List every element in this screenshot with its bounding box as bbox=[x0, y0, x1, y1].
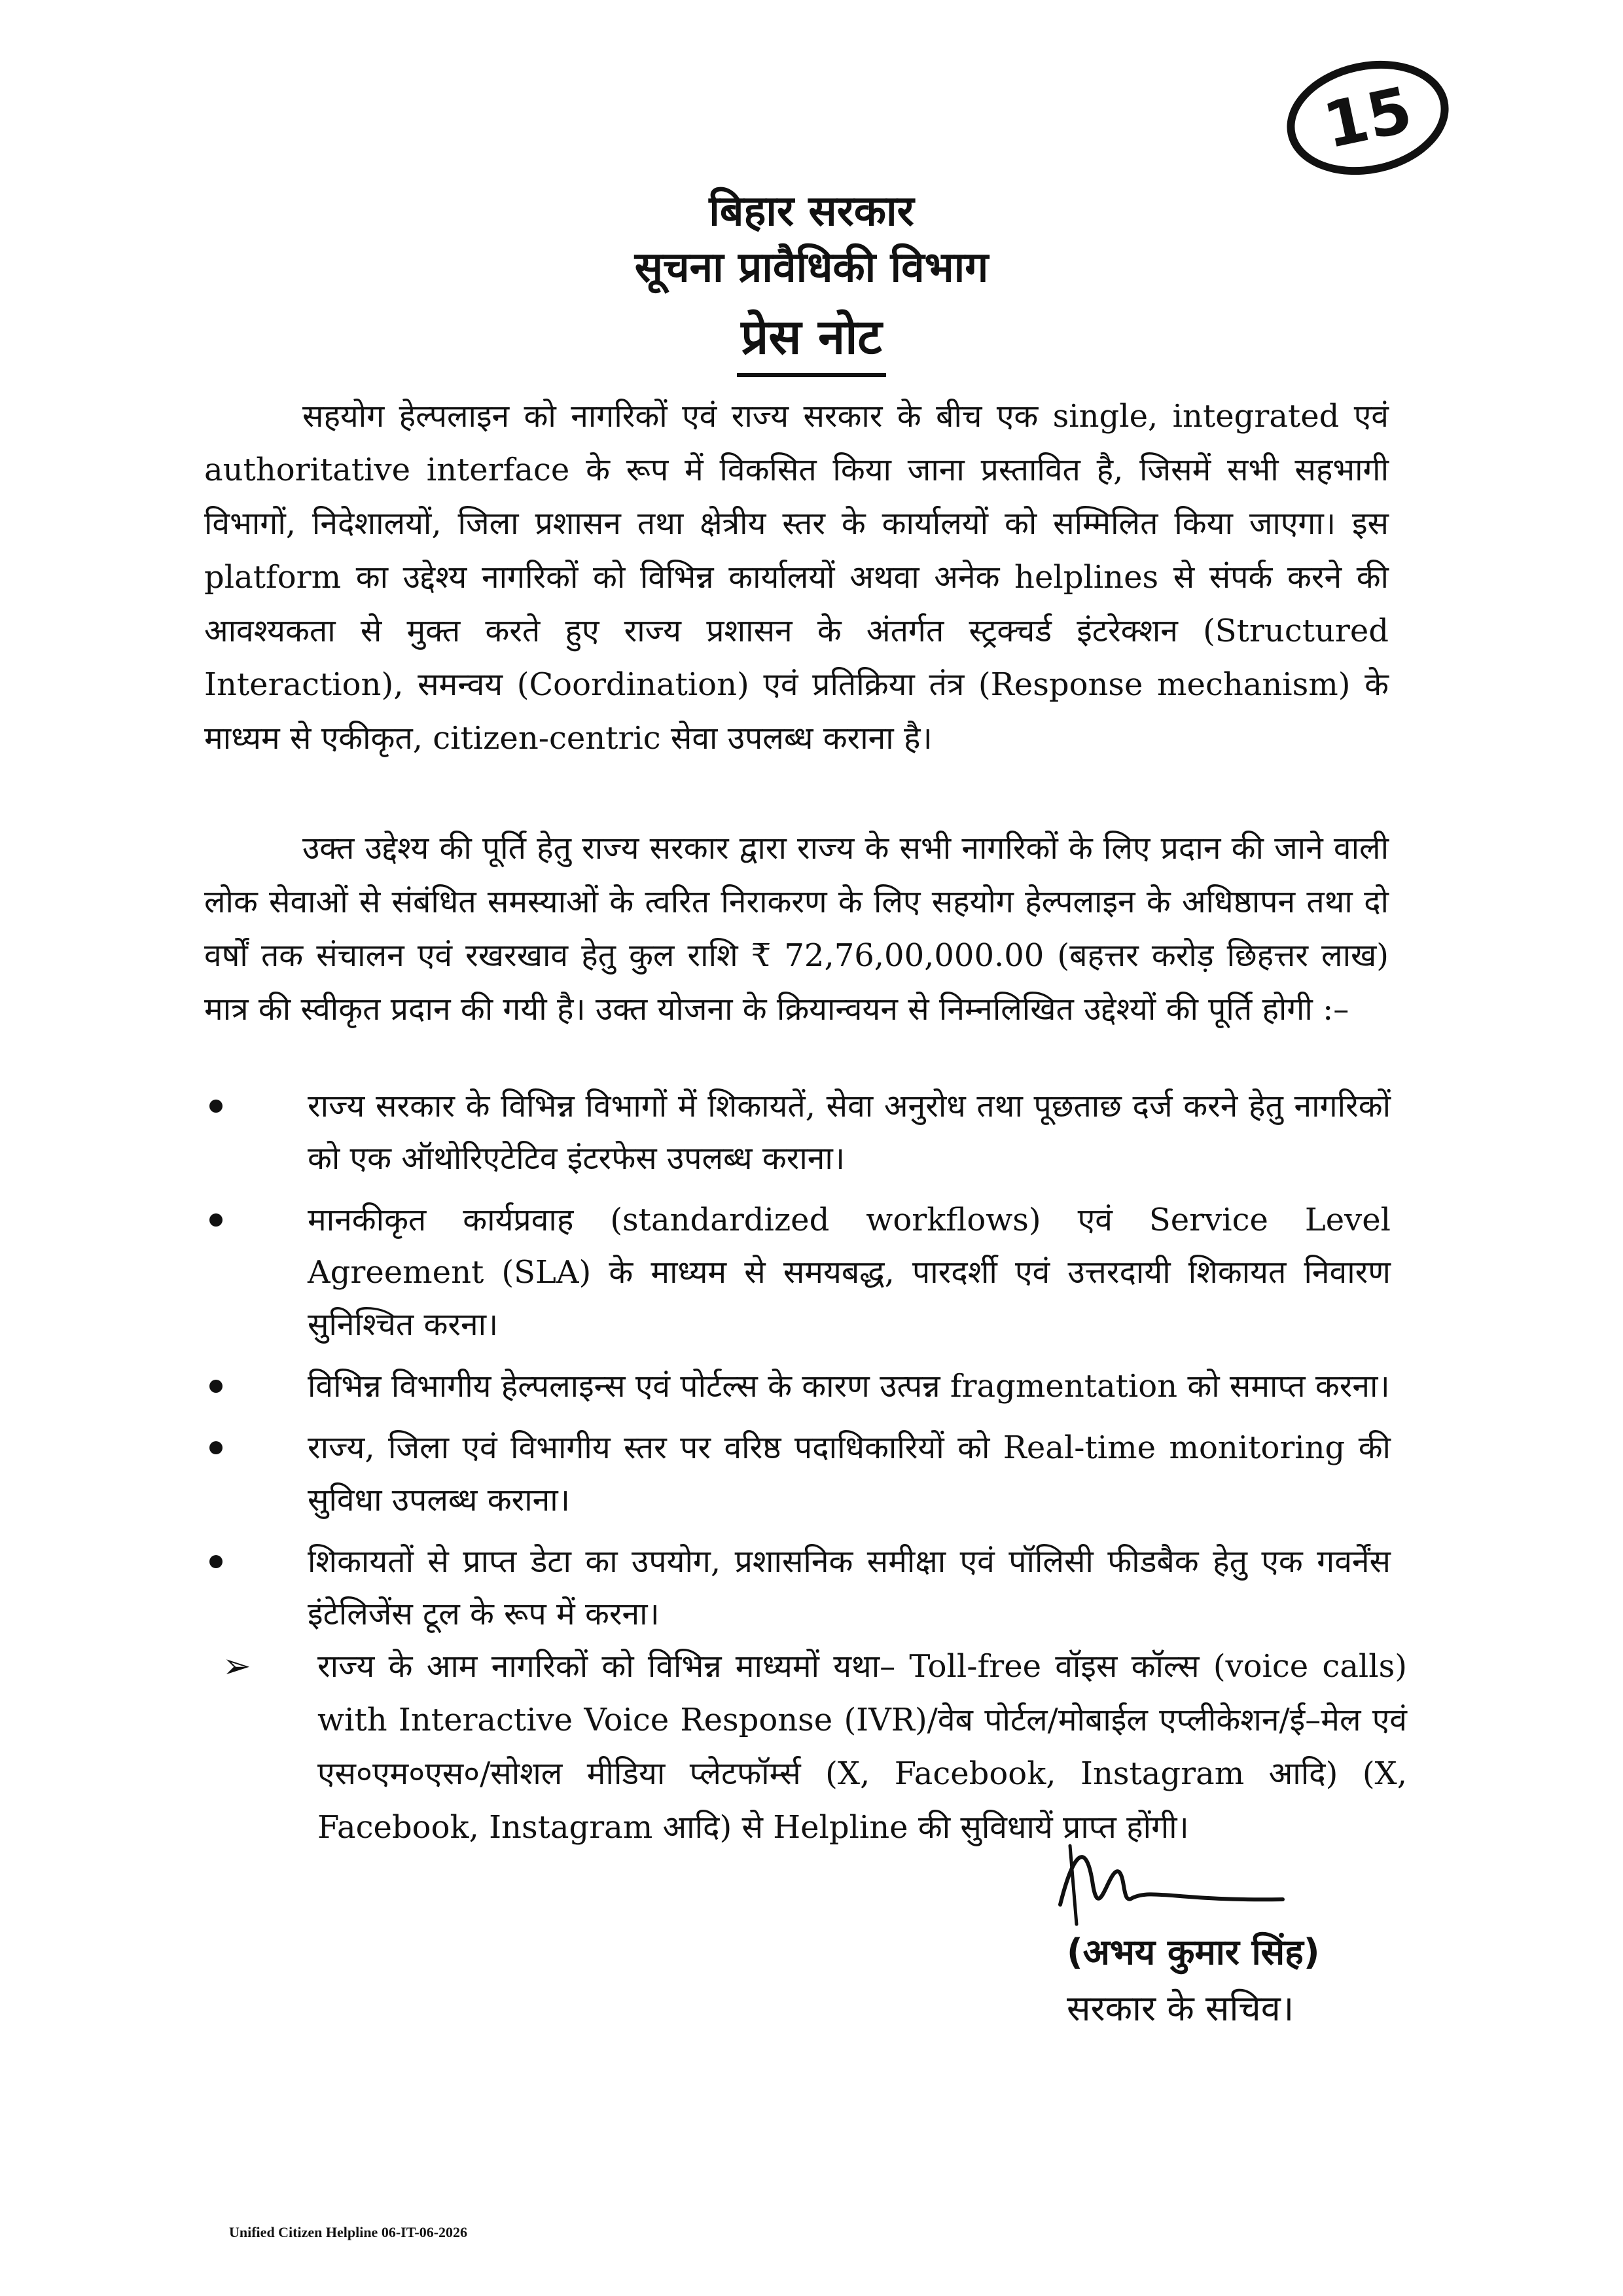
bullet-icon bbox=[209, 1555, 223, 1568]
list-item bbox=[308, 1422, 1391, 1526]
objectives-list bbox=[308, 1080, 1391, 1649]
paragraph-sanction: उक्त उद्देश्य की पूर्ति हेतु राज्य सरकार द्वारा राज्य के सभी नागरिकों के लिए प्रदान की जाने वाली लोक सेवाओं से संबंधित समस्याओं के त्वरित निराकरण के लिए सहयोग हेल्पलाइन के अधिष्ठापन तथा दो वर्षों तक संचालन एवं रखरखाव हेतु कुल राशि ₹ 72,76,00,000.00 (बहत्तर करोड़ छिहत्तर लाख) मात्र की स्वीकृत प्रदान की गयी है। उक्त योजना के क्रियान्वयन से निम्नलिखित उद्देश्यों की पूर्ति होगी :– bbox=[204, 830, 1389, 1028]
list-item bbox=[308, 1360, 1391, 1412]
signatory-block bbox=[1067, 1924, 1320, 2037]
paragraph-intro: सहयोग हेल्पलाइन को नागरिकों एवं राज्य सरकार के बीच एक single, integrated एवं authoritative interface के रूप में विकसित किया जाना प्रस्तावित है, जिसमें सभी सहभागी विभागों, निदेशालयों, जिला प्रशासन तथा क्षेत्रीय स्तर के कार्यालयों को सम्मिलित किया जाएगा। इस platform का उद्देश्य नागरिकों को विभिन्न कार्यालयों अथवा अनेक helplines से संपर्क करने की आवश्यकता से मुक्त करते हुए राज्य प्रशासन के अंतर्गत स्ट्रक्चर्ड इंटरेक्शन (Structured Interaction), समन्वय (Coordination) एवं प्रतिक्रिया तंत्र (Response mechanism) के माध्यम से एकीकृत, citizen-centric सेवा उपलब्ध कराना है। bbox=[204, 398, 1389, 757]
bullet-icon bbox=[209, 1100, 223, 1113]
footer-reference: Unified Citizen Helpline 06-IT-06-2026 bbox=[229, 2224, 468, 2240]
list-item bbox=[308, 1080, 1391, 1185]
bullet-icon bbox=[209, 1441, 223, 1454]
signatory-name: (अभय कुमार सिंह) bbox=[1067, 1931, 1320, 1973]
objective-text: राज्य सरकार के विभिन्न विभागों में शिकायतें, सेवा अनुरोध तथा पूछताछ दर्ज करने हेतु नागरिकों को एक ऑथोरिएटेटिव इंटरफेस उपलब्ध कराना। bbox=[308, 1088, 1391, 1177]
objective-text: राज्य, जिला एवं विभागीय स्तर पर वरिष्ठ पदाधिकारियों को Real-time monitoring की सुविधा उपलब्ध कराना। bbox=[308, 1429, 1391, 1518]
signatory-designation: सरकार के सचिव। bbox=[1067, 1988, 1294, 2029]
arrow-bullet-icon: ➢ bbox=[223, 1647, 251, 1686]
channels-note bbox=[223, 1640, 1407, 1854]
document-title: प्रेस नोट bbox=[737, 301, 885, 377]
objective-text: विभिन्न विभागीय हेल्पलाइन्स एवं पोर्टल्स के कारण उत्पन्न fragmentation को समाप्त करना। bbox=[308, 1368, 1390, 1405]
bullet-icon bbox=[209, 1380, 223, 1393]
signature-icon bbox=[1047, 1826, 1296, 1937]
list-item bbox=[308, 1194, 1391, 1351]
list-item bbox=[308, 1535, 1391, 1640]
channels-text: राज्य के आम नागरिकों को विभिन्न माध्यमों यथा– Toll-free वॉइस कॉल्स (voice calls) with Interactive Voice Response (IVR)/वेब पोर्टल/मोबाईल एप्लीकेशन/ई–मेल एवं एस०एम०एस०/सोशल मीडिया प्लेटफॉर्म्स (X, Facebook, Instagram आदि) (X, Facebook, Instagram आदि) से Helpline की सुविधायें प्राप्त होंगी। bbox=[317, 1648, 1407, 1846]
department-name: सूचना प्रावैधिकी विभाग bbox=[634, 243, 989, 292]
government-name: बिहार सरकार bbox=[709, 187, 914, 236]
bullet-icon bbox=[209, 1213, 223, 1227]
page-number-stamp: 15 bbox=[1276, 46, 1459, 189]
document-header bbox=[0, 183, 1623, 377]
objective-text: मानकीकृत कार्यप्रवाह (standardized workflows) एवं Service Level Agreement (SLA) के माध्यम से समयबद्ध, पारदर्शी एवं उत्तरदायी शिकायत निवारण सुनिश्चित करना। bbox=[308, 1202, 1391, 1343]
objective-text: शिकायतों से प्राप्त डेटा का उपयोग, प्रशासनिक समीक्षा एवं पॉलिसी फीडबैक हेतु एक गवर्नेंस इंटेलिजेंस टूल के रूप में करना। bbox=[308, 1543, 1391, 1632]
